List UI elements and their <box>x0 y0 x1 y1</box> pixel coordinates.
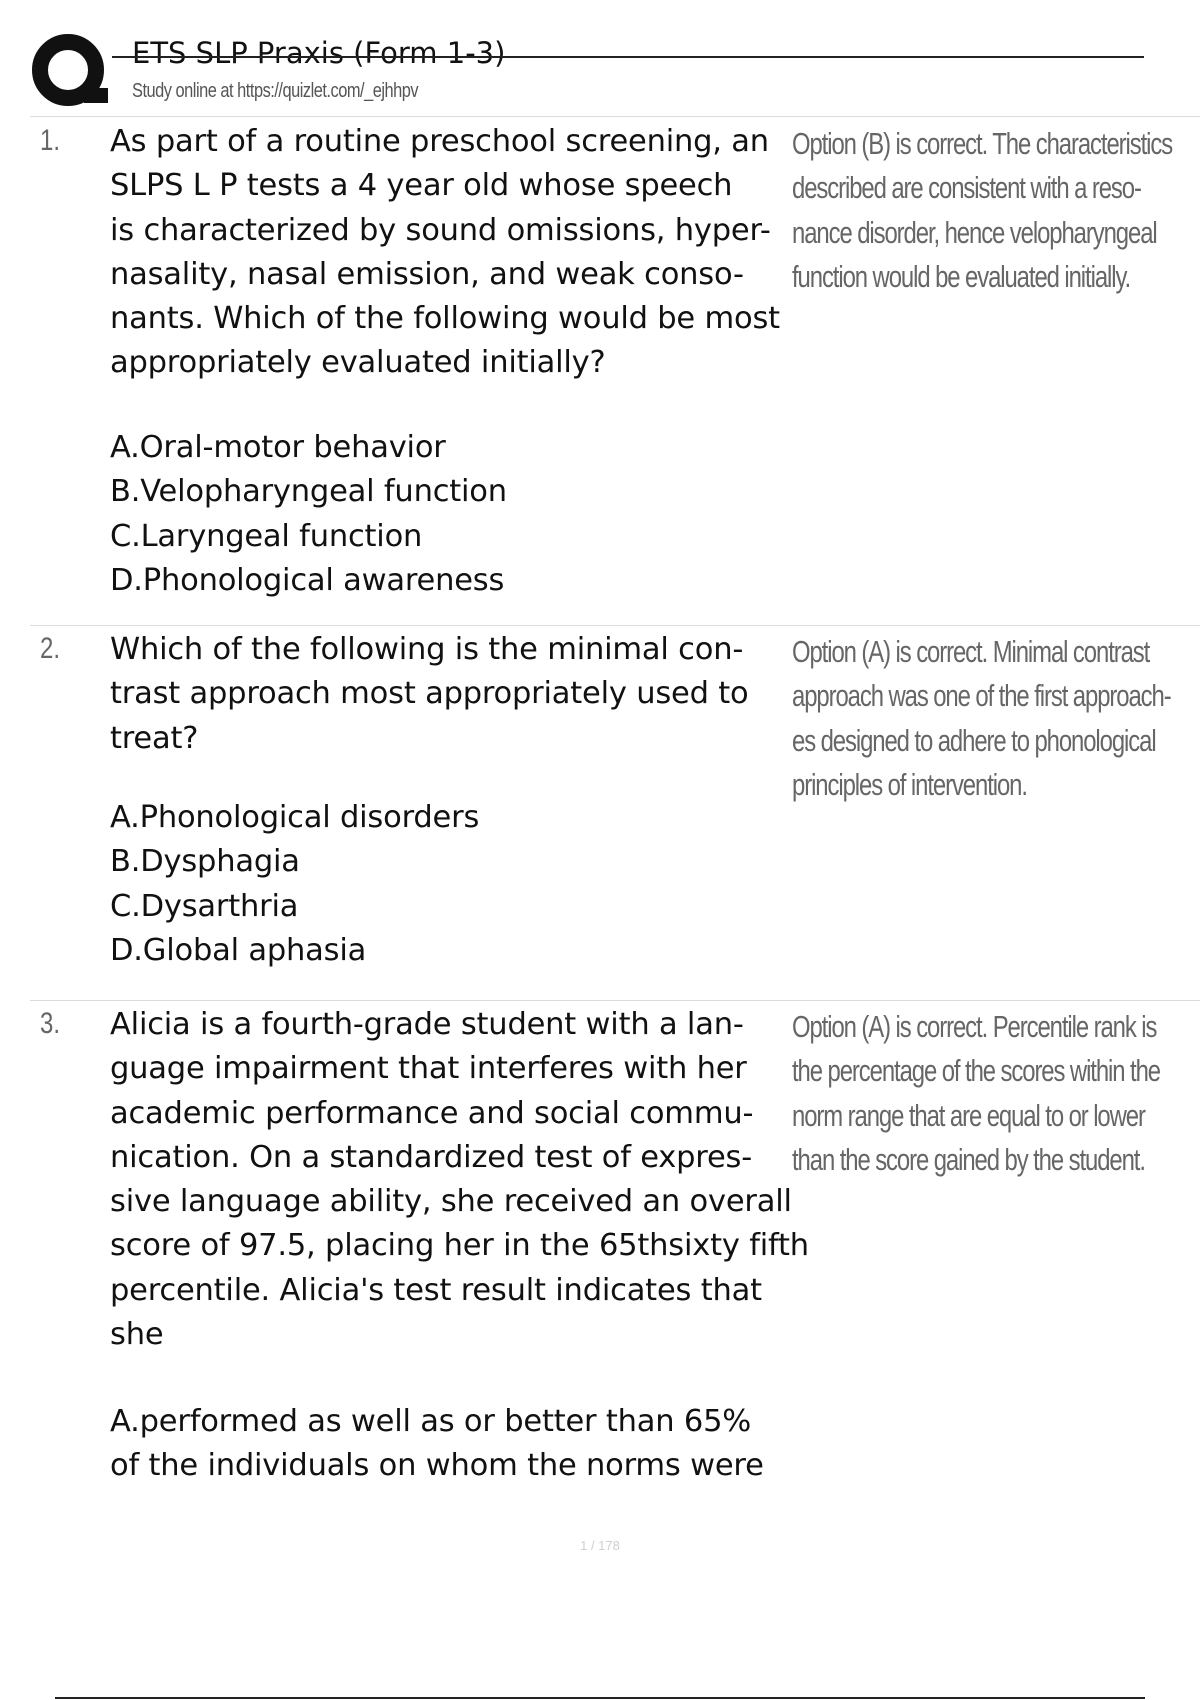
question-number: 2. <box>40 632 61 665</box>
header-divider <box>30 116 1200 117</box>
answer-explanation <box>792 630 1177 807</box>
question-line: guage impairment that interferes with her <box>110 1051 747 1087</box>
option-d: D.Global aphasia <box>110 932 367 968</box>
answer-line: than the score gained by the student. <box>792 1141 1145 1177</box>
question-divider <box>30 625 1200 626</box>
answer-line: Option (B) is correct. The characteristics <box>792 126 1173 161</box>
question-text <box>110 1003 809 1357</box>
option-a: A.Phonological disorders <box>110 800 480 835</box>
option-b: B.Dysphagia <box>110 844 300 880</box>
question-line: Alicia is a fourth-grade student with a lan- <box>110 1007 744 1042</box>
answer-explanation <box>792 122 1177 299</box>
quizlet-logo-icon <box>30 32 112 112</box>
question-line: percentile. Alicia's test result indicates that <box>110 1272 762 1308</box>
question-number: 1. <box>40 124 61 157</box>
answer-line: Option (A) is correct. Percentile rank is <box>792 1009 1157 1044</box>
option-c: C.Laryngeal function <box>110 518 423 554</box>
question-line: appropriately evaluated initially? <box>110 345 606 381</box>
answer-options <box>110 426 790 603</box>
answer-line: principles of intervention. <box>792 766 1027 802</box>
study-online-link[interactable]: Study online at https://quizlet.com/_ejhhpv <box>132 80 419 102</box>
question-line: nication. On a standardized test of expres- <box>110 1139 753 1175</box>
option-d: D.Phonological awareness <box>110 562 505 598</box>
page-number: 1 / 178 <box>580 1538 620 1553</box>
question-line: nants. Which of the following would be most <box>110 301 780 337</box>
answer-line: described are consistent with a reso- <box>792 170 1141 206</box>
question-line: SLPS L P tests a 4 year old whose speech <box>110 168 733 204</box>
page-header <box>0 0 1200 118</box>
footer-rule <box>55 1697 1145 1699</box>
answer-line: Option (A) is correct. Minimal contrast <box>792 634 1150 669</box>
question-number: 3. <box>40 1007 61 1040</box>
question-line: is characterized by sound omissions, hyper- <box>110 212 771 248</box>
option-b: B.Velopharyngeal function <box>110 474 507 510</box>
question-line: Which of the following is the minimal con- <box>110 632 744 667</box>
question-line: treat? <box>110 720 199 756</box>
option-a: A.performed as well as or better than 65% <box>110 1404 752 1439</box>
answer-line: es designed to adhere to phonological <box>792 722 1156 758</box>
question-line: sive language ability, she received an overall <box>110 1184 792 1220</box>
answer-options <box>110 1400 790 1489</box>
question-line: nasality, nasal emission, and weak conso- <box>110 256 744 292</box>
answer-line: function would be evaluated initially. <box>792 258 1131 294</box>
option-a-continued: of the individuals on whom the norms were <box>110 1448 764 1484</box>
answer-line: approach was one of the first approach- <box>792 678 1171 714</box>
option-a: A.Oral-motor behavior <box>110 430 446 465</box>
question-text <box>110 120 790 386</box>
answer-line: norm range that are equal to or lower <box>792 1097 1145 1133</box>
question-line: As part of a routine preschool screening, an <box>110 124 769 159</box>
question-divider <box>30 1000 1200 1001</box>
question-text <box>110 628 790 761</box>
question-line: she <box>110 1317 164 1353</box>
title-strike-rule <box>112 56 1144 58</box>
answer-explanation <box>792 1005 1177 1182</box>
answer-line: the percentage of the scores within the <box>792 1053 1160 1089</box>
option-c: C.Dysarthria <box>110 888 299 924</box>
question-line: score of 97.5, placing her in the 65thsixty fifth <box>110 1228 809 1264</box>
document-title: ETS SLP Praxis (Form 1-3) <box>132 36 506 70</box>
answer-options <box>110 796 790 973</box>
question-line: academic performance and social commu- <box>110 1095 754 1131</box>
question-line: trast approach most appropriately used to <box>110 676 749 712</box>
answer-line: nance disorder, hence velopharyngeal <box>792 214 1157 250</box>
